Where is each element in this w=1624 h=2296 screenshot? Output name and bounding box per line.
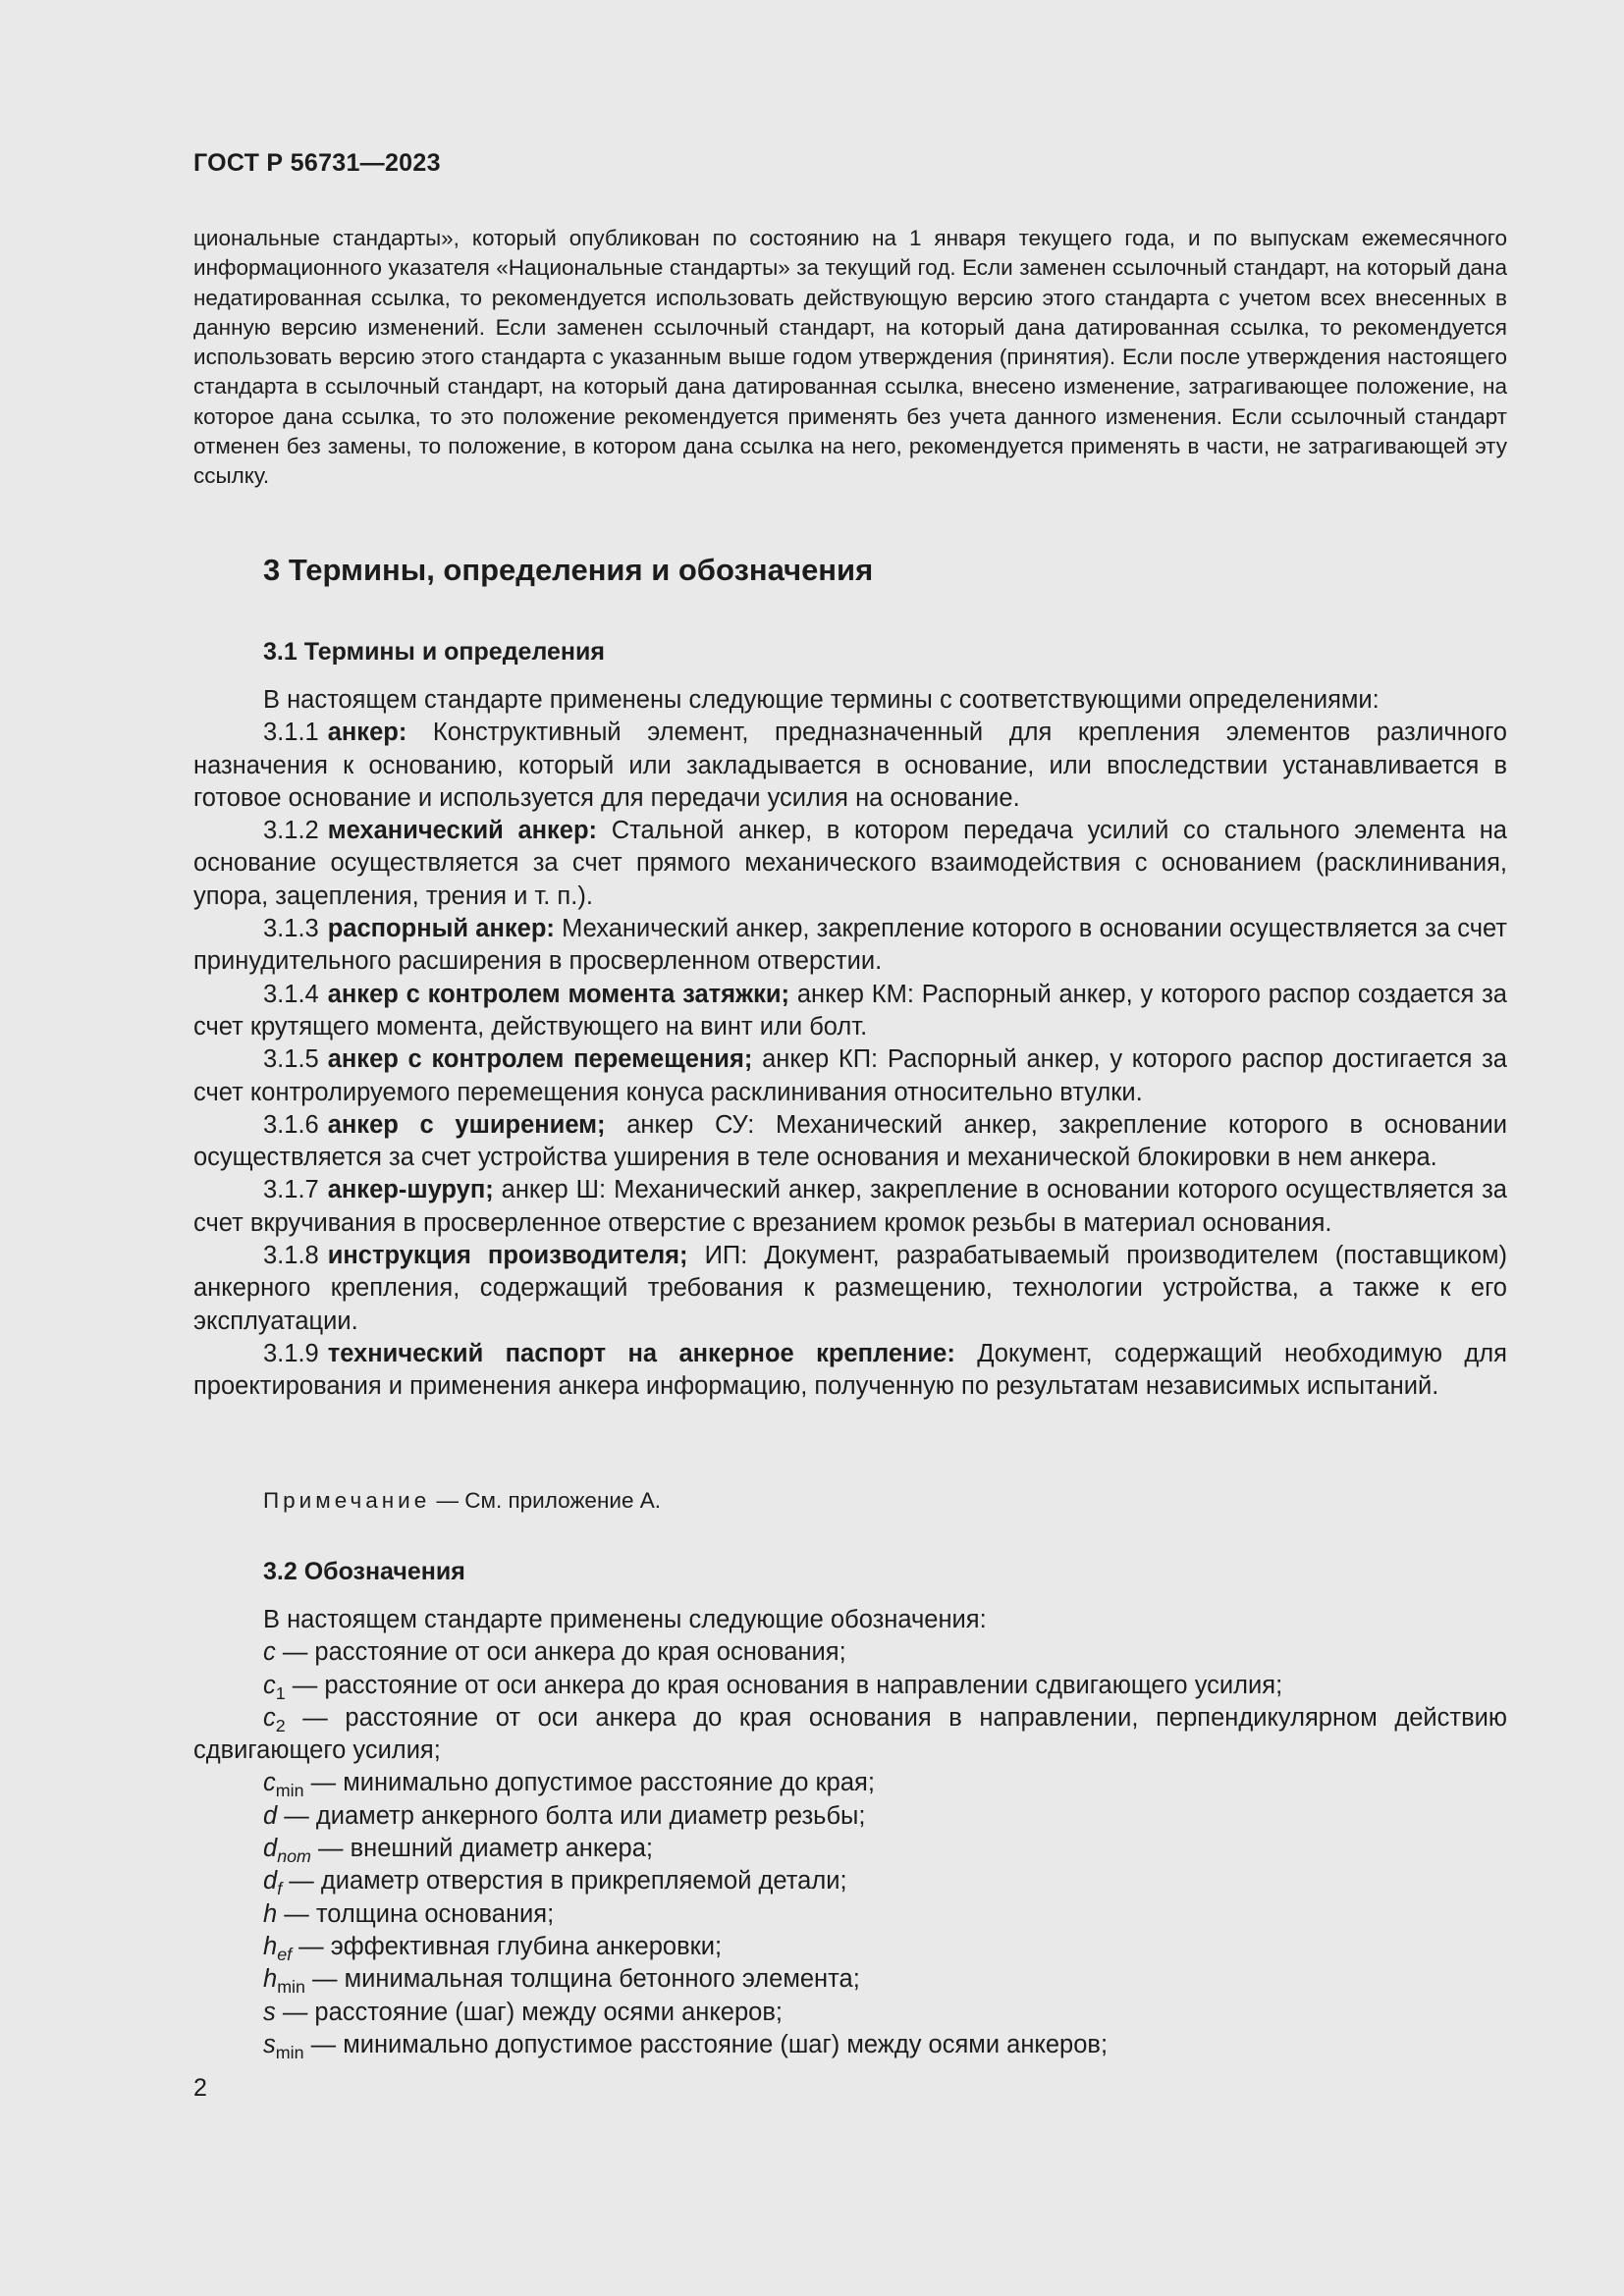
symbol-item (193, 1636, 1507, 1669)
term-number: 3.1.9 (263, 1339, 319, 1367)
symbol-letter: h (263, 1932, 278, 1960)
symbol-definition: — минимально допустимое расстояние до края; (310, 1769, 875, 1797)
term-number: 3.1.1 (263, 719, 319, 747)
symbol-item (193, 1702, 1507, 1768)
symbols-intro: В настоящем стандарте применены следующие обозначения: (263, 1606, 987, 1633)
term-definition: Документ, содержащий необходимую для проектирования и применения анкера информацию, полученную по результатам независимых испытаний. (193, 1339, 1507, 1401)
term-item (193, 1043, 1507, 1109)
term-definition: анкер КМ: Распорный анкер, у которого распор создается за счет крутящего момента, действующего на винт или болт. (193, 980, 1507, 1041)
term-definition: Механический анкер, закрепление которого в основании осуществляется за счет принудительного расширения в просверленном отверстии. (193, 915, 1507, 976)
note-text: — См. приложение А. (436, 1488, 661, 1513)
symbol-item (193, 1833, 1507, 1865)
symbol-definition: — толщина основания; (284, 1899, 555, 1928)
term-definition: анкер Ш: Механический анкер, закрепление в основании которого осуществляется за счет вкручивания в просверленное отверстие с врезанием кромок резьбы в материал основания. (193, 1176, 1507, 1237)
symbols-subsection-title: 3.2 Обозначения (263, 1558, 465, 1585)
term-item (193, 717, 1507, 815)
symbol-definition: — расстояние от оси анкера до края основания в направлении сдвигающего усилия; (292, 1671, 1283, 1699)
symbol-subscript: f (277, 1879, 283, 1899)
symbol-item (193, 1800, 1507, 1833)
symbol-letter: d (263, 1835, 278, 1863)
symbol-item (193, 1963, 1507, 1996)
term-number: 3.1.2 (263, 817, 319, 845)
symbol-item (193, 1931, 1507, 1963)
term-definition: Стальной анкер, в котором передача усилий со стального элемента на основание осуществляется за счет прямого механического взаимодействия с основанием (расклинивания, упора, зацепления, трения и т. п.). (193, 817, 1507, 910)
term-definition: анкер КП: Распорный анкер, у которого распор достигается за счет контролируемого перемещения конуса расклинивания относительно втулки. (193, 1045, 1507, 1106)
symbol-letter: d (263, 1867, 278, 1896)
symbol-subscript: min (275, 1781, 304, 1801)
term-item (193, 1174, 1507, 1240)
term-number: 3.1.5 (263, 1045, 319, 1074)
term-name: анкер: (327, 719, 407, 747)
symbol-definition: — диаметр отверстия в прикрепляемой детали; (289, 1867, 847, 1896)
symbol-letter: s (263, 1998, 276, 2026)
symbol-subscript: 1 (275, 1682, 286, 1703)
symbol-definition: — диаметр анкерного болта или диаметр резьбы; (284, 1801, 866, 1830)
symbol-subscript: 2 (275, 1716, 286, 1736)
term-name: анкер-шуруп; (327, 1176, 494, 1204)
document-header: ГОСТ Р 56731—2023 (193, 149, 441, 177)
terms-intro: В настоящем стандарте применены следующие термины с соответствующими определениями: (263, 686, 1380, 714)
note (263, 1486, 661, 1516)
term-definition: анкер СУ: Механический анкер, закрепление которого в основании осуществляется за счет устройства уширения в теле основания и механической блокировки в нем анкера. (193, 1110, 1508, 1172)
term-item (193, 815, 1507, 913)
section-title: 3 Термины, определения и обозначения (263, 553, 874, 587)
term-item (193, 913, 1507, 979)
terms-subsection-title: 3.1 Термины и определения (263, 638, 605, 666)
symbol-subscript: nom (277, 1846, 311, 1867)
symbol-definition: — расстояние от оси анкера до края основания; (282, 1638, 846, 1667)
term-name: инструкция производителя; (327, 1242, 688, 1270)
symbol-subscript: min (277, 1977, 305, 1998)
term-item (193, 1109, 1507, 1175)
symbol-definition: — внешний диаметр анкера; (318, 1835, 653, 1863)
symbol-definition: — эффективная глубина анкеровки; (298, 1932, 723, 1960)
term-name: технический паспорт на анкерное крепление: (327, 1339, 955, 1367)
symbol-letter: d (263, 1801, 278, 1830)
term-number: 3.1.6 (263, 1110, 319, 1139)
symbol-letter: c (263, 1769, 276, 1797)
term-number: 3.1.4 (263, 980, 319, 1008)
symbol-item (193, 1898, 1507, 1931)
symbol-letter: c (263, 1638, 276, 1667)
symbols-block (193, 1604, 1507, 2061)
symbol-letter: c (263, 1671, 276, 1699)
term-item (193, 1338, 1507, 1404)
term-name: анкер с уширением; (327, 1110, 606, 1139)
term-name: анкер с контролем перемещения; (327, 1045, 753, 1074)
page-number: 2 (193, 2074, 207, 2102)
symbol-definition: — минимально допустимое расстояние (шаг) между осями анкеров; (310, 2030, 1109, 2058)
term-number: 3.1.3 (263, 915, 319, 943)
intro-paragraph: циональные стандарты», который опубликован по состоянию на 1 января текущего года, и по выпускам ежемесячного информационного указателя «Национальные стандарты» за текущий год. Если заменен ссылочный стандарт, на который дана недатированная ссылка, то рекомендуется использовать действующую версию этого стандарта с учетом всех внесенных в данную версию изменений. Если заменен ссылочный стандарт, на который дана датированная ссылка, то рекомендуется использовать версию этого стандарта с указанным выше годом утверждения (принятия). Если после утверждения настоящего стандарта в ссылочный стандарт, на который дана датированная ссылка, внесено изменение, затрагивающее положение, на которое дана ссылка, то это положение рекомендуется применять без учета данного изменения. Если ссылочный стандарт отменен без замены, то положение, в котором дана ссылка на него, рекомендуется применять в части, не затрагивающей эту ссылку. (193, 226, 1507, 489)
symbol-item (193, 1865, 1507, 1897)
term-item (193, 979, 1507, 1044)
symbol-item (193, 1997, 1507, 2029)
terms-block (193, 684, 1507, 1404)
symbol-letter: s (263, 2030, 276, 2058)
term-item (193, 1240, 1507, 1338)
term-number: 3.1.8 (263, 1242, 319, 1270)
term-name: распорный анкер: (327, 915, 555, 943)
term-name: механический анкер: (327, 817, 598, 845)
symbol-letter: c (263, 1703, 276, 1732)
term-name: анкер с контролем момента затяжки; (327, 980, 790, 1008)
note-label: Примечание (263, 1488, 431, 1513)
symbol-definition: — расстояние (шаг) между осями анкеров; (282, 1998, 783, 2026)
term-definition: ИП: Документ, разрабатываемый производителем (поставщиком) анкерного крепления, содержащий требования к размещению, технологии устройства, а также к его эксплуатации. (193, 1242, 1507, 1335)
symbol-item (193, 2029, 1507, 2061)
symbol-letter: h (263, 1965, 278, 1994)
symbol-letter: h (263, 1899, 278, 1928)
symbol-subscript: min (275, 2043, 304, 2063)
term-definition: Конструктивный элемент, предназначенный для крепления элементов различного назначения к основанию, который или закладывается в основание, или впоследствии устанавливается в готовое основание и используется для передачи усилия на основание. (193, 719, 1507, 812)
symbol-item (193, 1670, 1507, 1702)
symbol-item (193, 1767, 1507, 1799)
symbol-subscript: ef (277, 1945, 293, 1965)
symbol-definition: — расстояние от оси анкера до края основания в направлении, перпендикулярном действию сдвигающего усилия; (193, 1703, 1507, 1765)
symbol-definition: — минимальная толщина бетонного элемента; (312, 1965, 860, 1994)
term-number: 3.1.7 (263, 1176, 319, 1204)
